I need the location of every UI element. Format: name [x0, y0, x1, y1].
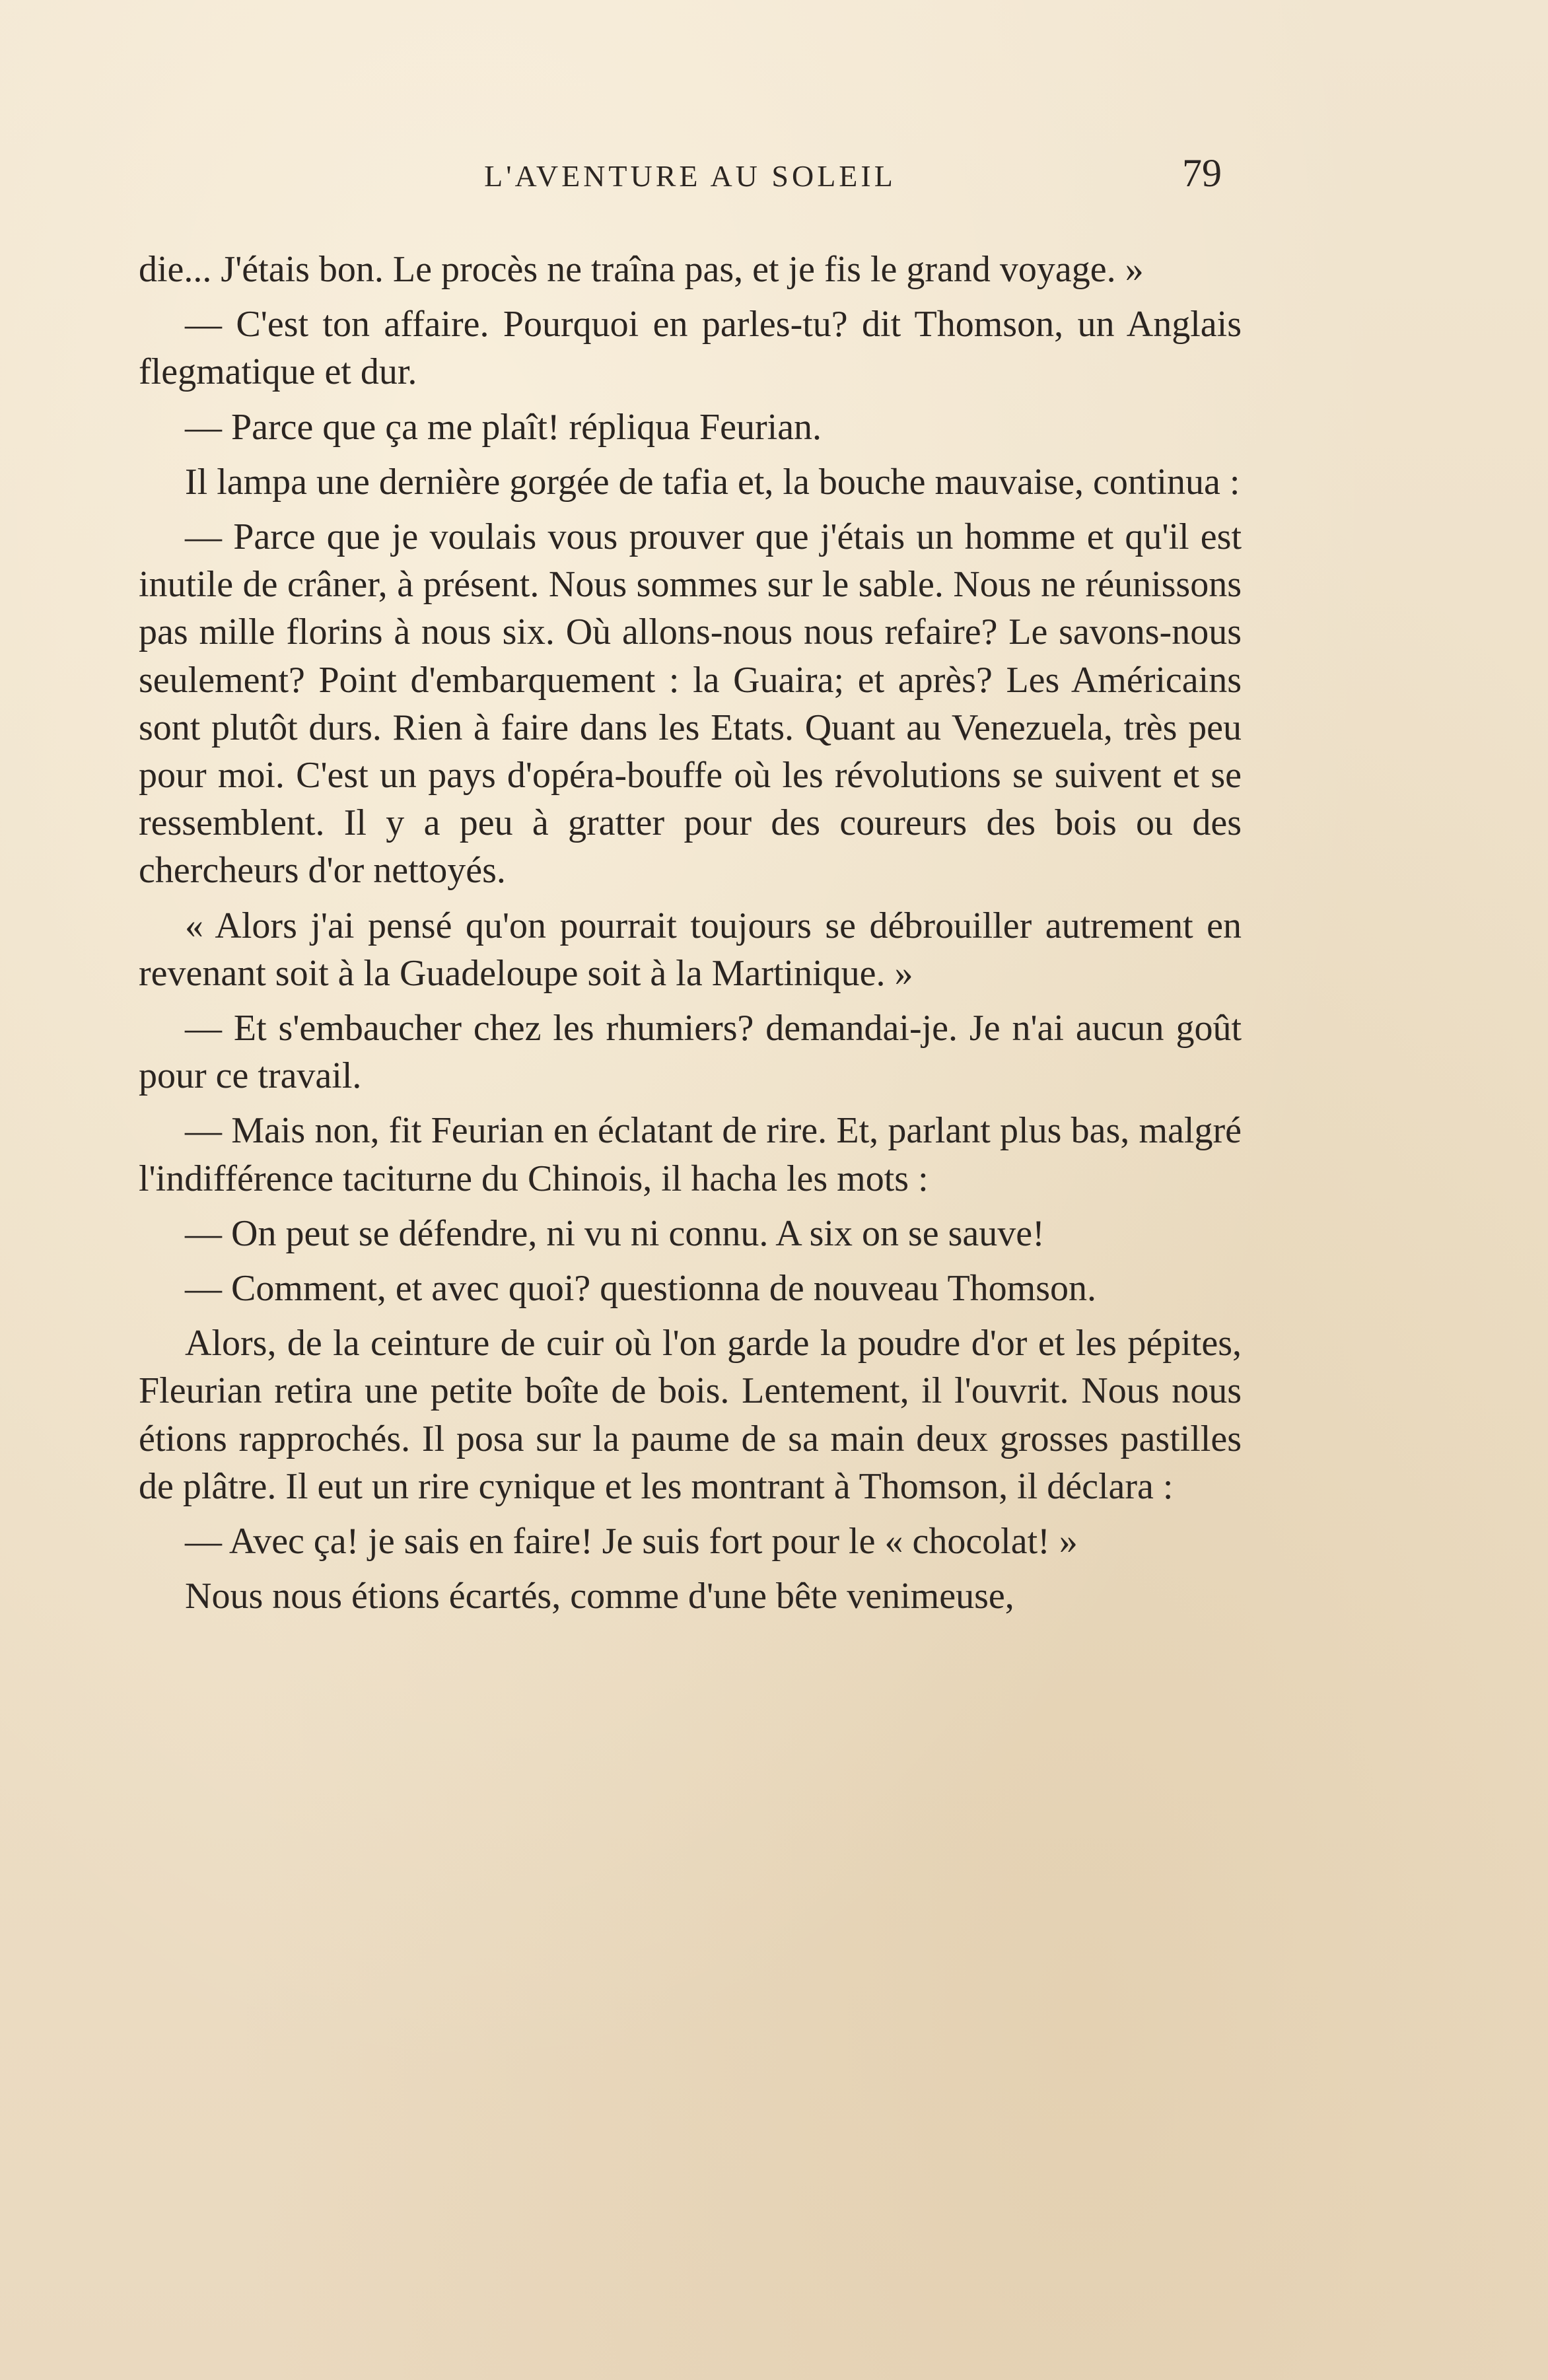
- paragraph: — Parce que ça me plaît! répliqua Feurian.: [185, 406, 822, 448]
- page-number: 79: [1182, 151, 1222, 195]
- paragraph: Nous nous étions écartés, comme d'une bête venimeuse,: [185, 1576, 1014, 1617]
- paragraph: Alors, de la ceinture de cuir où l'on garde la poudre d'or et les pépites, Fleurian retira une petite boîte de bois. Lentement, il l'ouvrit. Nous nous étions rapprochés. Il posa sur la paume de sa main deux grosses pastilles de plâtre. Il eut un rire cynique et les montrant à Thomson, il déclara :: [139, 1323, 1242, 1507]
- paragraph: — C'est ton affaire. Pourquoi en parles-tu? dit Thomson, un Anglais flegmatique et dur.: [139, 304, 1242, 393]
- paragraph: Il lampa une dernière gorgée de tafia et, la bouche mauvaise, continua :: [185, 461, 1240, 503]
- paragraph: — Avec ça! je sais en faire! Je suis fort pour le « chocolat! »: [185, 1521, 1078, 1562]
- paragraph: — On peut se défendre, ni vu ni connu. A six on se sauve!: [185, 1212, 1045, 1254]
- paragraph: — Et s'embaucher chez les rhumiers? demandai-je. Je n'ai aucun goût pour ce travail.: [139, 1008, 1242, 1097]
- page-header: [139, 144, 1242, 203]
- paragraph: die... J'étais bon. Le procès ne traîna pas, et je fis le grand voyage. »: [139, 249, 1144, 290]
- paragraph: — Parce que je voulais vous prouver que j'étais un homme et qu'il est inutile de crâner, à présent. Nous sommes sur le sable. Nous ne réunissons pas mille florins à nous six. Où allons-nous nous refaire? Le savons-nous seulement? Point d'embarquement : la Guaira; et après? Les Américains sont plutôt durs. Rien à faire dans les Etats. Quant au Venezuela, très peu pour moi. C'est un pays d'opéra-bouffe où les révolutions se suivent et se ressemblent. Il y a peu à gratter pour des coureurs des bois ou des chercheurs d'or nettoyés.: [139, 516, 1242, 892]
- body-text: [139, 246, 1242, 1620]
- paragraph: « Alors j'ai pensé qu'on pourrait toujours se débrouiller autrement en revenant soit à la Guadeloupe soit à la Martinique. »: [139, 905, 1242, 994]
- running-title: L'AVENTURE AU SOLEIL: [484, 159, 896, 193]
- paragraph: — Comment, et avec quoi? questionna de nouveau Thomson.: [185, 1268, 1097, 1310]
- paragraph: — Mais non, fit Feurian en éclatant de rire. Et, parlant plus bas, malgré l'indifférence taciturne du Chinois, il hacha les mots :: [139, 1110, 1242, 1199]
